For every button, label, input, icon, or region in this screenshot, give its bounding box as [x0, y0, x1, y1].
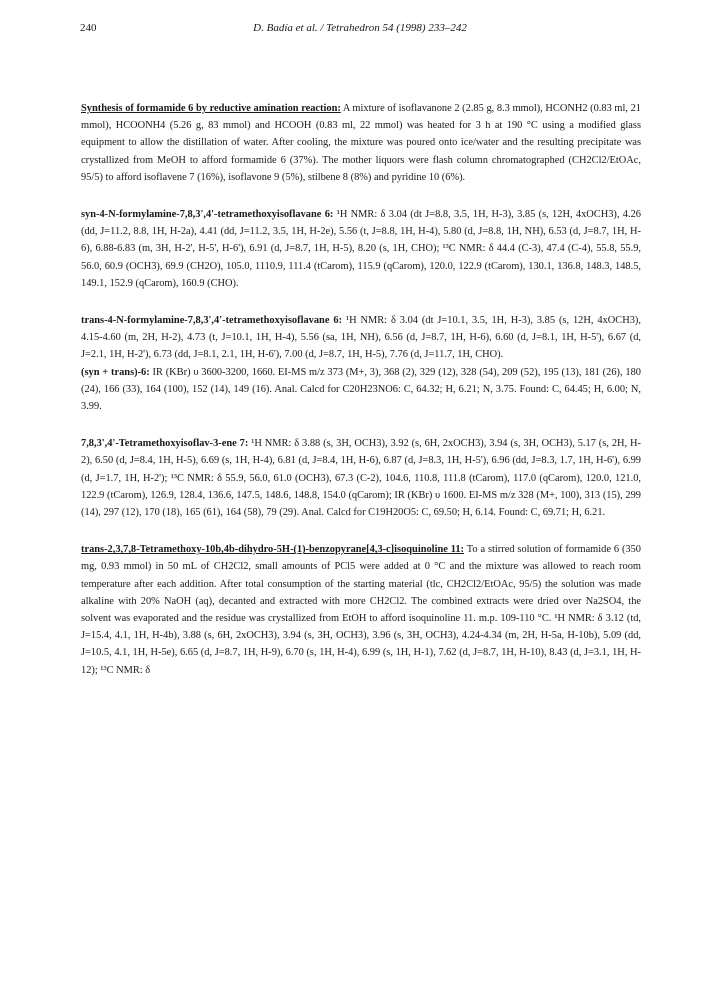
paragraph-text: IR (KBr) υ 3600-3200, 1660. EI-MS m/z 373 (M+, 3), 368 (2), 329 (12), 328 (54), 209 (52), 195 (13), 181 (26), 180 (24), 166 (33), 164 (100), 152 (14), 149 (16). Anal. Calcd for C20H23NO6: C, 64.32; H, 6.21; N, 3.75. Found: C, 64.45; H, 6.00; N, 3.99. [81, 366, 641, 413]
section-heading: trans-2,3,7,8-Tetramethoxy-10b,4b-dihydro-5H-(1)-benzopyrane[4,3-c]isoquinoline 11: [81, 544, 465, 556]
compound-subheading: (syn + trans)-6: [81, 366, 150, 378]
paragraph-text: To a stirred solution of formamide 6 (350 mg, 0.93 mmol) in 50 mL of CH2Cl2, small amounts of PCl5 were added at 0 °C and the mixture was allowed to reach room temperature after each addition. After total consumption of the starting material (tlc, CH2Cl2/EtOAc, 95/5) the solution was made alkaline with 20% NaOH (aq), decanted and extracted with more CH2Cl2. The combined extracts were dried over Na2SO4, the solvent was evaporated and the residue was crystallized from EtOH to afford isoquinoline 11. m.p. 109-110 °C. ¹H NMR: δ 3.12 (td, J=15.4, 4.1, 1H, H-4b), 3.88 (s, 6H, 2xOCH3), 3.94 (s, 3H, OCH3), 3.96 (s, 3H, OCH3), 4.24-4.34 (m, 2H, H-5a, H-10b), 5.09 (dd, J=10.5, 4.1, 1H, H-5e), 6.65 (d, J=8.7, 1H, H-9), 6.70 (s, 1H, H-4), 6.99 (s, 1H, H-1), 7.62 (d, J=8.7, 1H, H-10), 8.43 (d, J=3.1, 1H, H-12); ¹³C NMR: δ [81, 544, 641, 676]
paragraph-text: ¹H NMR: δ 3.88 (s, 3H, OCH3), 3.92 (s, 6H, 2xOCH3), 3.94 (s, 3H, OCH3), 5.17 (s, 2H, H-2), 6.50 (d, J=8.4, 1H, H-5), 6.69 (s, 1H, H-4), 6.81 (d, J=8.4, 1H, H-6), 6.87 (d, J=8.3, 1H, H-5'), 6.96 (dd, J=8.3, 1.7, 1H, H-6'), 6.99 (d, J=1.7, 1H, H-2'); ¹³C NMR: δ 55.9, 56.0, 61.0 (OCH3), 67.3 (C-2), 104.6, 110.8, 111.8 (tCarom), 117.0 (qCarom), 120.0, 121.0, 122.9 (tCarom), 126.9, 128.4, 136.6, 147.5, 148.6, 148.8, 154.0 (qCarom); IR (KBr) υ 1600. EI-MS m/z 328 (M+, 100), 313 (15), 299 (14), 297 (12), 170 (18), 165 (61), 164 (58), 79 (29). Anal. Calcd for C19H20O5: C, 69.50; H, 6.14. Found: C, 69.71; H, 6.21. [81, 438, 641, 519]
paragraph-text: ¹H NMR: δ 3.04 (dt J=10.1, 3.5, 1H, H-3), 3.85 (s, 12H, 4xOCH3), 4.15-4.60 (m, 2H, H-2), 4.73 (t, J=10.1, 1H, H-4), 5.56 (sa, 1H, NH), 6.56 (d, J=8.7, 1H, H-6), 6.60 (d, J=8.1, 1H, H-5'), 6.67 (d, J=2.1, 1H, H-2'), 6.73 (dd, J=8.1, 2.1, 1H, H-6'), 7.00 (d, J=8.7, 1H, H-5), 7.76 (d, J=11.7, 1H, CHO). [81, 315, 641, 361]
running-head: D. Badía et al. / Tetrahedron 54 (1998) 233–242 [253, 22, 467, 34]
compound-name: 7,8,3',4'-Tetramethoxyisoflav-3-ene 7: [81, 438, 249, 450]
paragraph-text: A mixture of isoflavanone 2 (2.85 g, 8.3 mmol), HCONH2 (0.83 ml, 21 mmol), HCOONH4 (5.26 g, 83 mmol) and HCOOH (0.83 ml, 22 mmol) was heated for 3 h at 190 °C using a modified glass equipment to allow the distillation of water. After cooling, the mixture was poured onto ice/water and the resulting precipitate was crystallized from MeOH to afford formamide 6 (37%). The mother liquors were flash column chromatographed (CH2Cl2/EtOAc, 95/5) to afford isoflavene 7 (16%), isoflavone 9 (5%), stilbene 8 (8%) and pyridine 10 (6%). [81, 103, 641, 183]
page-number: 240 [80, 22, 97, 34]
compound-name: trans-4-N-formylamine-7,8,3',4'-tetramethoxyisoflavane 6: [81, 315, 343, 327]
section-heading: Synthesis of formamide 6 by reductive amination reaction: [81, 103, 341, 114]
paragraph-syn-formamide [81, 206, 641, 292]
compound-name: syn-4-N-formylamine-7,8,3',4'-tetramethoxyisoflavane 6: [81, 209, 334, 221]
paragraph-formamide-synthesis [81, 100, 641, 186]
article-body [81, 100, 641, 699]
paragraph-isoflavene [81, 435, 641, 521]
paragraph-trans-formamide [81, 312, 641, 415]
paragraph-text: ¹H NMR: δ 3.04 (dt J=8.8, 3.5, 1H, H-3), 3.85 (s, 12H, 4xOCH3), 4.26 (dd, J=11.2, 8.8, 1H, H-2a), 4.41 (dd, J=11.2, 3.5, 1H, H-2e), 5.56 (t, J=8.8, 1H, H-4), 5.80 (d, J=8.8, 1H, NH), 6.53 (d, J=8.7, 1H, H-6), 6.88-6.83 (m, 3H, H-2', H-5', H-6'), 6.91 (d, J=8.7, 1H, H-5), 8.20 (s, 1H, CHO); ¹³C NMR: δ 44.4 (C-3), 47.4 (C-4), 55.8, 55.9, 56.0, 60.9 (OCH3), 69.9 (CH2O), 105.0, 1110.9, 111.4 (tCarom), 115.9 (qCarom), 120.0, 122.9 (tCarom), 130.1, 136.8, 148.3, 148.5, 149.1, 152.9 (qCarom), 160.9 (CHO). [81, 209, 641, 289]
paragraph-isoquinoline [81, 541, 641, 679]
page-header [72, 22, 648, 38]
